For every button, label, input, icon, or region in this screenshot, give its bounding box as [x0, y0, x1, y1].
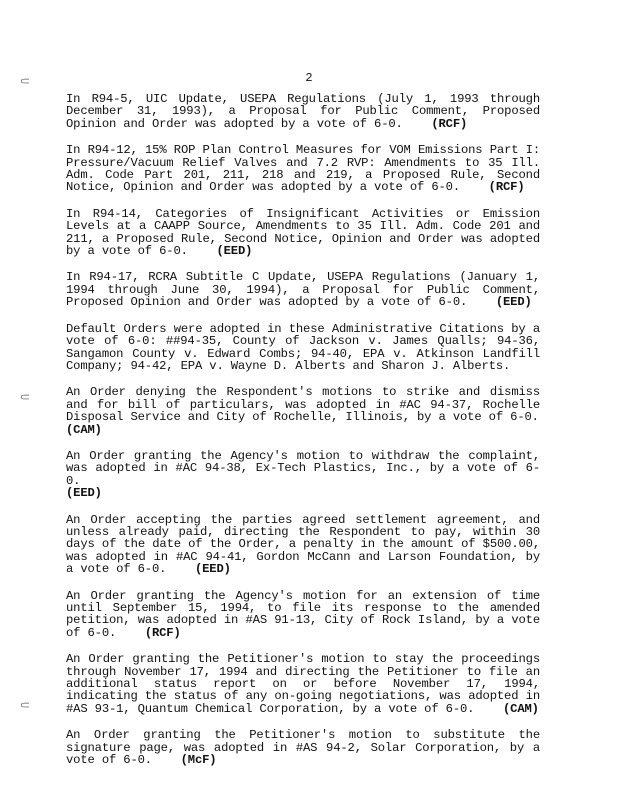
author-initials-tag: (EED) [66, 486, 102, 501]
author-initials-tag: (EED) [495, 295, 532, 310]
paragraph-r94-17 [66, 271, 540, 308]
paragraph-r94-5 [66, 93, 540, 130]
author-initials-tag: (RCF) [144, 625, 181, 640]
paragraph-text: An Order denying the Respondent's motions to strike and dismiss and for bill of particulars, was adopted in #AC 94-37, Rochelle Disposal Service and City of Rochelle, Illinois, by a vote of 6-0. [66, 385, 540, 425]
paragraph-default-orders [66, 323, 540, 373]
margin-scan-mark: ⸦ [18, 698, 32, 714]
margin-scan-mark: ⸦ [18, 390, 32, 406]
author-initials-tag: (EED) [216, 244, 253, 259]
paragraph-text: An Order granting the Petitioner's motion to stay the proceedings through November 17, 1994 and directing the Petitioner to file an additional status report on or before November 17, 1994, indicating the status of any on-going negotiations, was adopted in #AS 93-1, Quantum Chemical Corporation, by a vote of 6-0. [66, 652, 540, 716]
document-body [66, 93, 540, 780]
paragraph-text: In R94-5, UIC Update, USEPA Regulations (July 1, 1993 through December 31, 1993), a Proposal for Public Comment, Proposed Opinion and Order was adopted by a vote of 6-0. [66, 92, 540, 131]
paragraph-r94-14 [66, 208, 540, 258]
paragraph-r94-12 [66, 144, 540, 194]
author-initials-tag: (McF) [180, 753, 217, 768]
paragraph-text: In R94-17, RCRA Subtitle C Update, USEPA Regulations (January 1, 1994 through June 30, 1994), a Proposal for Public Comment, Proposed Opinion and Order was adopted by a vote of 6-0. [66, 270, 540, 310]
paragraph-text: An Order accepting the parties agreed settlement agreement, and unless already paid, directing the Respondent to pay, within 30 days of the date of the Order, a penalty in the amount of $500.00, was adopted in #AC 94-41, Gordon McCann and Larson Foundation, by a vote of 6-0. [66, 512, 540, 577]
paragraph-as-93-1 [66, 653, 540, 715]
paragraph-text: Default Orders were adopted in these Administrative Citations by a vote of 6-0: ##94-35, County of Jackson v. James Qualls; 94-36, Sangamon County v. Edward Combs; 94-40, EPA v. Atkinson Landfill Company; 94-42, EPA v. Wayne D. Alberts and Sharon J. Alberts. [66, 321, 540, 373]
page-number: 2 [305, 71, 313, 85]
margin-scan-mark: ⸦ [18, 74, 32, 90]
paragraph-text: An Order granting the Agency's motion to withdraw the complaint, was adopted in #AC 94-38, Ex-Tech Plastics, Inc., by a vote of 6-0. [66, 448, 540, 488]
paragraph-text: An Order granting the Agency's motion for an extension of time until September 15, 1994, to file its response to the amended petition, was adopted in #AS 91-13, City of Rock Island, by a vote of 6-0. [66, 588, 540, 640]
author-initials-tag: (EED) [194, 562, 231, 577]
paragraph-ac-94-37 [66, 386, 540, 436]
author-initials-tag: (RCF) [431, 116, 468, 131]
author-initials-tag: (CAM) [66, 422, 102, 437]
paragraph-as-91-13 [66, 590, 540, 640]
paragraph-text: An Order granting the Petitioner's motion to substitute the signature page, was adopted in #AS 94-2, Solar Corporation, by a vote of 6-0. [66, 728, 540, 768]
author-initials-tag: (CAM) [503, 701, 539, 716]
paragraph-ac-94-38 [66, 450, 540, 500]
paragraph-text: In R94-14, Categories of Insignificant Activities or Emission Levels at a CAAPP Source, Amendments to 35 Ill. Adm. Code 201 and 211, a Proposed Rule, Second Notice, Opinion and Order was adopted by a vote of 6-0. [66, 206, 540, 259]
paragraph-as-94-2 [66, 729, 540, 766]
paragraph-ac-94-41 [66, 514, 540, 576]
author-initials-tag: (RCF) [488, 180, 525, 195]
paragraph-text: In R94-12, 15% ROP Plan Control Measures for VOM Emissions Part I: Pressure/Vacuum Relief Valves and 7.2 RVP: Amendments to 35 Ill. Adm. Code Part 201, 211, 218 and 219, a Proposed Rule, Second Notice, Opinion and Order was adopted by a vote of 6-0. [66, 143, 540, 195]
